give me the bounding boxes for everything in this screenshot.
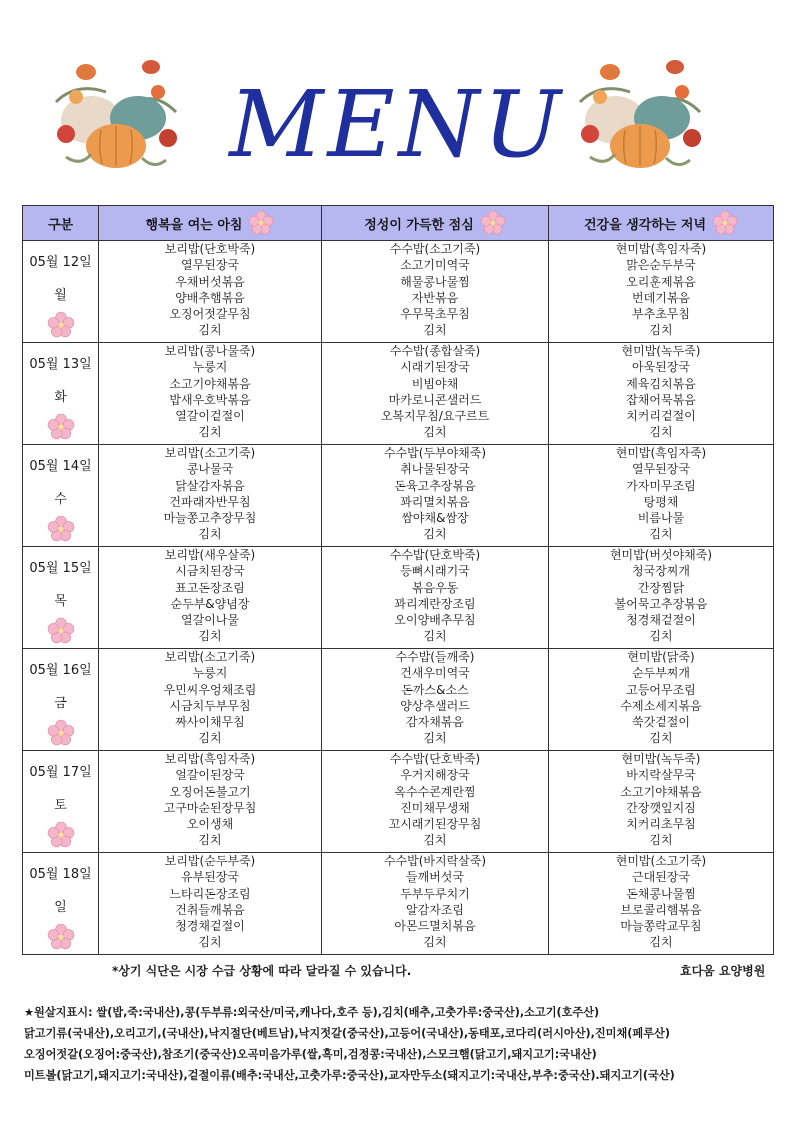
dinner-cell [549, 649, 774, 751]
day-weekday: 토 [54, 798, 67, 813]
table-row [23, 241, 774, 343]
menu-item: 마늘쫑고추장무침 [163, 511, 257, 526]
menu-item: 현미밥(버섯야채죽) [609, 548, 713, 562]
menu-item: 김치 [649, 731, 673, 746]
breakfast-cell [99, 853, 322, 955]
menu-item: 고구마순된장무침 [163, 800, 257, 815]
menu-item: 수수밥(들깨죽) [395, 650, 475, 664]
menu-item: 김치 [423, 425, 447, 440]
menu-item: 등뼈시래기국 [400, 564, 470, 579]
pink-flower-icon [712, 210, 738, 236]
menu-item: 맑은순두부국 [626, 258, 696, 273]
dinner-cell [549, 853, 774, 955]
day-date: 05월 15일 [29, 561, 92, 576]
table-header-row [23, 206, 774, 241]
menu-item: 보리밥(소고기죽) [164, 446, 256, 460]
menu-item: 치커리겉절이 [626, 409, 696, 424]
pink-flower-icon [47, 617, 75, 645]
menu-item: 볶음우동 [411, 580, 459, 595]
dinner-cell [549, 547, 774, 649]
menu-item: 청국장찌개 [632, 564, 690, 579]
page-title: MENU [229, 71, 565, 178]
day-cell [23, 751, 99, 853]
menu-item: 우거지해장국 [400, 768, 470, 783]
menu-item: 현미밥(흑임자죽) [615, 242, 707, 256]
menu-item: 수제소세지볶음 [620, 698, 702, 713]
menu-item: 시금치된장국 [175, 564, 245, 579]
menu-item: 김치 [423, 935, 447, 950]
menu-item: 유부된장국 [181, 870, 239, 885]
menu-item: 잡채어묵볶음 [626, 392, 696, 407]
menu-item: 보리밥(단호박죽) [164, 242, 256, 256]
menu-item: 오이생채 [186, 817, 234, 832]
lunch-cell [322, 751, 549, 853]
pink-flower-icon [248, 210, 274, 236]
menu-item: 소고기미역국 [400, 258, 470, 273]
day-weekday: 화 [54, 390, 67, 405]
menu-item: 두부두루치기 [400, 886, 470, 901]
menu-item: 간장깻잎지짐 [626, 800, 696, 815]
menu-item: 우채버섯볶음 [175, 274, 245, 289]
menu-item: 치커리초무침 [626, 817, 696, 832]
menu-item: 김치 [198, 833, 222, 848]
menu-item: 건새우미역국 [400, 666, 470, 681]
menu-item: 돈채콩나물찜 [626, 886, 696, 901]
menu-item: 보리밥(순두부죽) [164, 854, 256, 868]
day-cell [23, 241, 99, 343]
menu-item: 순두부&양념장 [170, 596, 250, 611]
menu-item: 열갈이겉절이 [175, 409, 245, 424]
breakfast-cell [99, 649, 322, 751]
menu-item: 수수밥(단호박죽) [389, 752, 481, 766]
menu-item: 진미채무생채 [400, 800, 470, 815]
menu-item: 청경채겉절이 [175, 919, 245, 934]
menu-item: 아욱된장국 [632, 360, 690, 375]
day-date: 05월 17일 [29, 765, 92, 780]
breakfast-cell [99, 343, 322, 445]
dinner-cell [549, 343, 774, 445]
menu-item: 열무된장국 [181, 258, 239, 273]
menu-body [23, 241, 774, 955]
table-row [23, 751, 774, 853]
menu-item: 현미밥(소고기죽) [615, 854, 707, 868]
menu-item: 마카로니콘샐러드 [388, 392, 482, 407]
menu-item: 누룽지 [192, 360, 228, 375]
menu-item: 김치 [649, 425, 673, 440]
menu-item: 김치 [649, 527, 673, 542]
menu-item: 수수밥(종합살죽) [389, 344, 481, 358]
lunch-cell [322, 445, 549, 547]
menu-item: 꽈리멸치볶음 [400, 494, 470, 509]
breakfast-cell [99, 751, 322, 853]
menu-item: 돈육고추장볶음 [394, 478, 476, 493]
menu-item: 오징어돈불고기 [169, 784, 251, 799]
menu-item: 근대된장국 [632, 870, 690, 885]
menu-item: 바지락살무국 [626, 768, 696, 783]
menu-item: 소고기야채볶음 [620, 784, 702, 799]
menu-item: 보리밥(콩나물죽) [164, 344, 256, 358]
day-weekday: 일 [54, 900, 67, 915]
origin-notice [24, 1002, 774, 1086]
menu-item: 청경채겉절이 [626, 613, 696, 628]
menu-item: 수수밥(소고기죽) [389, 242, 481, 256]
menu-item: 수수밥(바지락살죽) [383, 854, 487, 868]
menu-item: 현미밥(녹두죽) [621, 752, 701, 766]
menu-item: 돈까스&소스 [401, 682, 469, 697]
pink-flower-icon [47, 719, 75, 747]
menu-item: 김치 [423, 323, 447, 338]
menu-item: 쑥갓겉절이 [632, 715, 690, 730]
menu-item: 건취들깨볶음 [175, 902, 245, 917]
menu-item: 볼어묵고추장볶음 [614, 596, 708, 611]
dinner-cell [549, 445, 774, 547]
day-date: 05월 14일 [29, 459, 92, 474]
menu-item: 시래기된장국 [400, 360, 470, 375]
menu-item: 콩나물국 [186, 462, 234, 477]
hospital-name: 효다움 요양병원 [680, 964, 766, 978]
pink-flower-icon [480, 210, 506, 236]
menu-item: 수수밥(두부야채죽) [383, 446, 487, 460]
menu-item: 김치 [423, 833, 447, 848]
origin-line: 미트볼(닭고기,돼지고기:국내산),겉절이류(배추:국내산,고춧가루:중국산),교자만두소(돼지고기:국내산,부추:중국산).돼지고기(국산) [24, 1069, 675, 1082]
menu-item: 밥새우호박볶음 [169, 392, 251, 407]
pink-flower-icon [47, 923, 75, 951]
breakfast-cell [99, 241, 322, 343]
pink-flower-icon [47, 413, 75, 441]
origin-line: 오징어젓갈(오징어:중국산),참조기(중국산)오곡미음가루(쌀,흑미,검정콩:국내산),스모크햄(닭고기,돼지고기:국내산) [24, 1048, 597, 1061]
menu-item: 보리밥(흑임자죽) [164, 752, 256, 766]
menu-item: 부추초무침 [632, 307, 690, 322]
menu-item: 순두부찌개 [632, 666, 690, 681]
menu-item: 알감자조림 [406, 902, 464, 917]
menu-item: 옥수수콘계란찜 [394, 784, 476, 799]
table-row [23, 853, 774, 955]
pink-flower-icon [47, 311, 75, 339]
menu-item: 고등어무조림 [626, 682, 696, 697]
day-date: 05월 16일 [29, 663, 92, 678]
menu-item: 김치 [198, 629, 222, 644]
menu-change-note: *상기 식단은 시장 수급 상황에 따라 달라질 수 있습니다. [112, 964, 412, 978]
menu-item: 우민씨우엉채조림 [163, 682, 257, 697]
menu-item: 제육김치볶음 [626, 376, 696, 391]
menu-item: 건파래자반무침 [169, 494, 251, 509]
lunch-cell [322, 547, 549, 649]
header-breakfast: 행복을 여는 아침 [99, 206, 322, 241]
menu-item: 양상추샐러드 [400, 698, 470, 713]
menu-item: 우무묵초무침 [400, 307, 470, 322]
menu-item: 간장찜닭 [637, 580, 685, 595]
day-weekday: 월 [54, 288, 67, 303]
origin-line: ★원살지표시: 쌀(밥,죽:국내산),콩(두부류:외국산/미국,캐나다,호주 등),김치(배추,고춧가루:중국산),소고기(호주산) [24, 1006, 600, 1019]
menu-item: 김치 [423, 527, 447, 542]
menu-item: 짜사이채무침 [175, 715, 245, 730]
menu-item: 비름나물 [637, 511, 685, 526]
menu-item: 김치 [649, 833, 673, 848]
menu-item: 김치 [198, 731, 222, 746]
menu-item: 김치 [649, 323, 673, 338]
pumpkin-bouquet-image-left [46, 42, 186, 182]
menu-item: 느타리돈장조림 [169, 886, 251, 901]
menu-item: 탕평채 [643, 494, 679, 509]
lunch-cell [322, 649, 549, 751]
menu-item: 현미밥(닭죽) [627, 650, 695, 664]
day-date: 05월 12일 [29, 255, 92, 270]
menu-item: 꼬시래기된장무침 [388, 817, 482, 832]
dinner-cell [549, 241, 774, 343]
day-cell [23, 853, 99, 955]
day-weekday: 수 [54, 492, 67, 507]
day-weekday: 목 [54, 594, 67, 609]
header-category: 구분 [23, 206, 99, 241]
menu-item: 오리훈제볶음 [626, 274, 696, 289]
day-cell [23, 547, 99, 649]
menu-item: 김치 [198, 527, 222, 542]
day-cell [23, 445, 99, 547]
menu-item: 현미밥(흑임자죽) [615, 446, 707, 460]
pink-flower-icon [47, 515, 75, 543]
day-date: 05월 18일 [29, 867, 92, 882]
menu-item: 오이양배추무침 [394, 613, 476, 628]
menu-item: 김치 [198, 935, 222, 950]
menu-item: 아몬드멸치볶음 [394, 919, 476, 934]
menu-item: 양배추햄볶음 [175, 290, 245, 305]
menu-item: 김치 [198, 323, 222, 338]
menu-item: 현미밥(녹두죽) [621, 344, 701, 358]
origin-line: 닭고기류(국내산),오리고기,(국내산),낙지절단(베트남),낙지젓갈(중국산),고등어(국내산),동태포,코다리(러시아산),진미채(페루산) [24, 1027, 670, 1040]
table-row [23, 343, 774, 445]
dinner-cell [549, 751, 774, 853]
menu-item: 자반볶음 [411, 290, 459, 305]
menu-item: 시금치두부무침 [169, 698, 251, 713]
day-date: 05월 13일 [29, 357, 92, 372]
table-row [23, 547, 774, 649]
menu-item: 마늘쫑락교무침 [620, 919, 702, 934]
menu-item: 브로콜리햄볶음 [620, 902, 702, 917]
day-cell [23, 649, 99, 751]
lunch-cell [322, 241, 549, 343]
menu-item: 가자미무조림 [626, 478, 696, 493]
menu-item: 감자채볶음 [406, 715, 464, 730]
menu-item: 번데기볶음 [632, 290, 690, 305]
menu-item: 누룽지 [192, 666, 228, 681]
menu-item: 김치 [649, 935, 673, 950]
menu-item: 표고돈장조림 [175, 580, 245, 595]
menu-item: 닭살감자볶음 [175, 478, 245, 493]
menu-item: 들깨버섯국 [406, 870, 464, 885]
menu-item: 쌈야채&쌈장 [401, 511, 469, 526]
menu-item: 오복지무침/요구르트 [380, 409, 490, 424]
menu-item: 보리밥(소고기죽) [164, 650, 256, 664]
menu-item: 꽈리계란장조림 [394, 596, 476, 611]
menu-item: 취나물된장국 [400, 462, 470, 477]
header-dinner: 건강을 생각하는 저녁 [549, 206, 774, 241]
table-row [23, 445, 774, 547]
menu-item: 김치 [649, 629, 673, 644]
menu-item: 김치 [423, 731, 447, 746]
menu-item: 소고기야채볶음 [169, 376, 251, 391]
menu-item: 보리밥(새우살죽) [164, 548, 256, 562]
breakfast-cell [99, 445, 322, 547]
menu-item: 열무된장국 [632, 462, 690, 477]
menu-item: 얼갈이된장국 [175, 768, 245, 783]
menu-table [22, 205, 774, 955]
menu-item: 김치 [423, 629, 447, 644]
day-weekday: 금 [54, 696, 67, 711]
header-lunch: 정성이 가득한 점심 [322, 206, 549, 241]
menu-item: 오징어젓갈무침 [169, 307, 251, 322]
menu-item: 비빔야채 [411, 376, 459, 391]
menu-item: 해물콩나물찜 [400, 274, 470, 289]
lunch-cell [322, 343, 549, 445]
menu-item: 열갈이나물 [181, 613, 239, 628]
lunch-cell [322, 853, 549, 955]
pink-flower-icon [47, 821, 75, 849]
menu-item: 수수밥(단호박죽) [389, 548, 481, 562]
breakfast-cell [99, 547, 322, 649]
table-row [23, 649, 774, 751]
menu-item: 김치 [198, 425, 222, 440]
day-cell [23, 343, 99, 445]
